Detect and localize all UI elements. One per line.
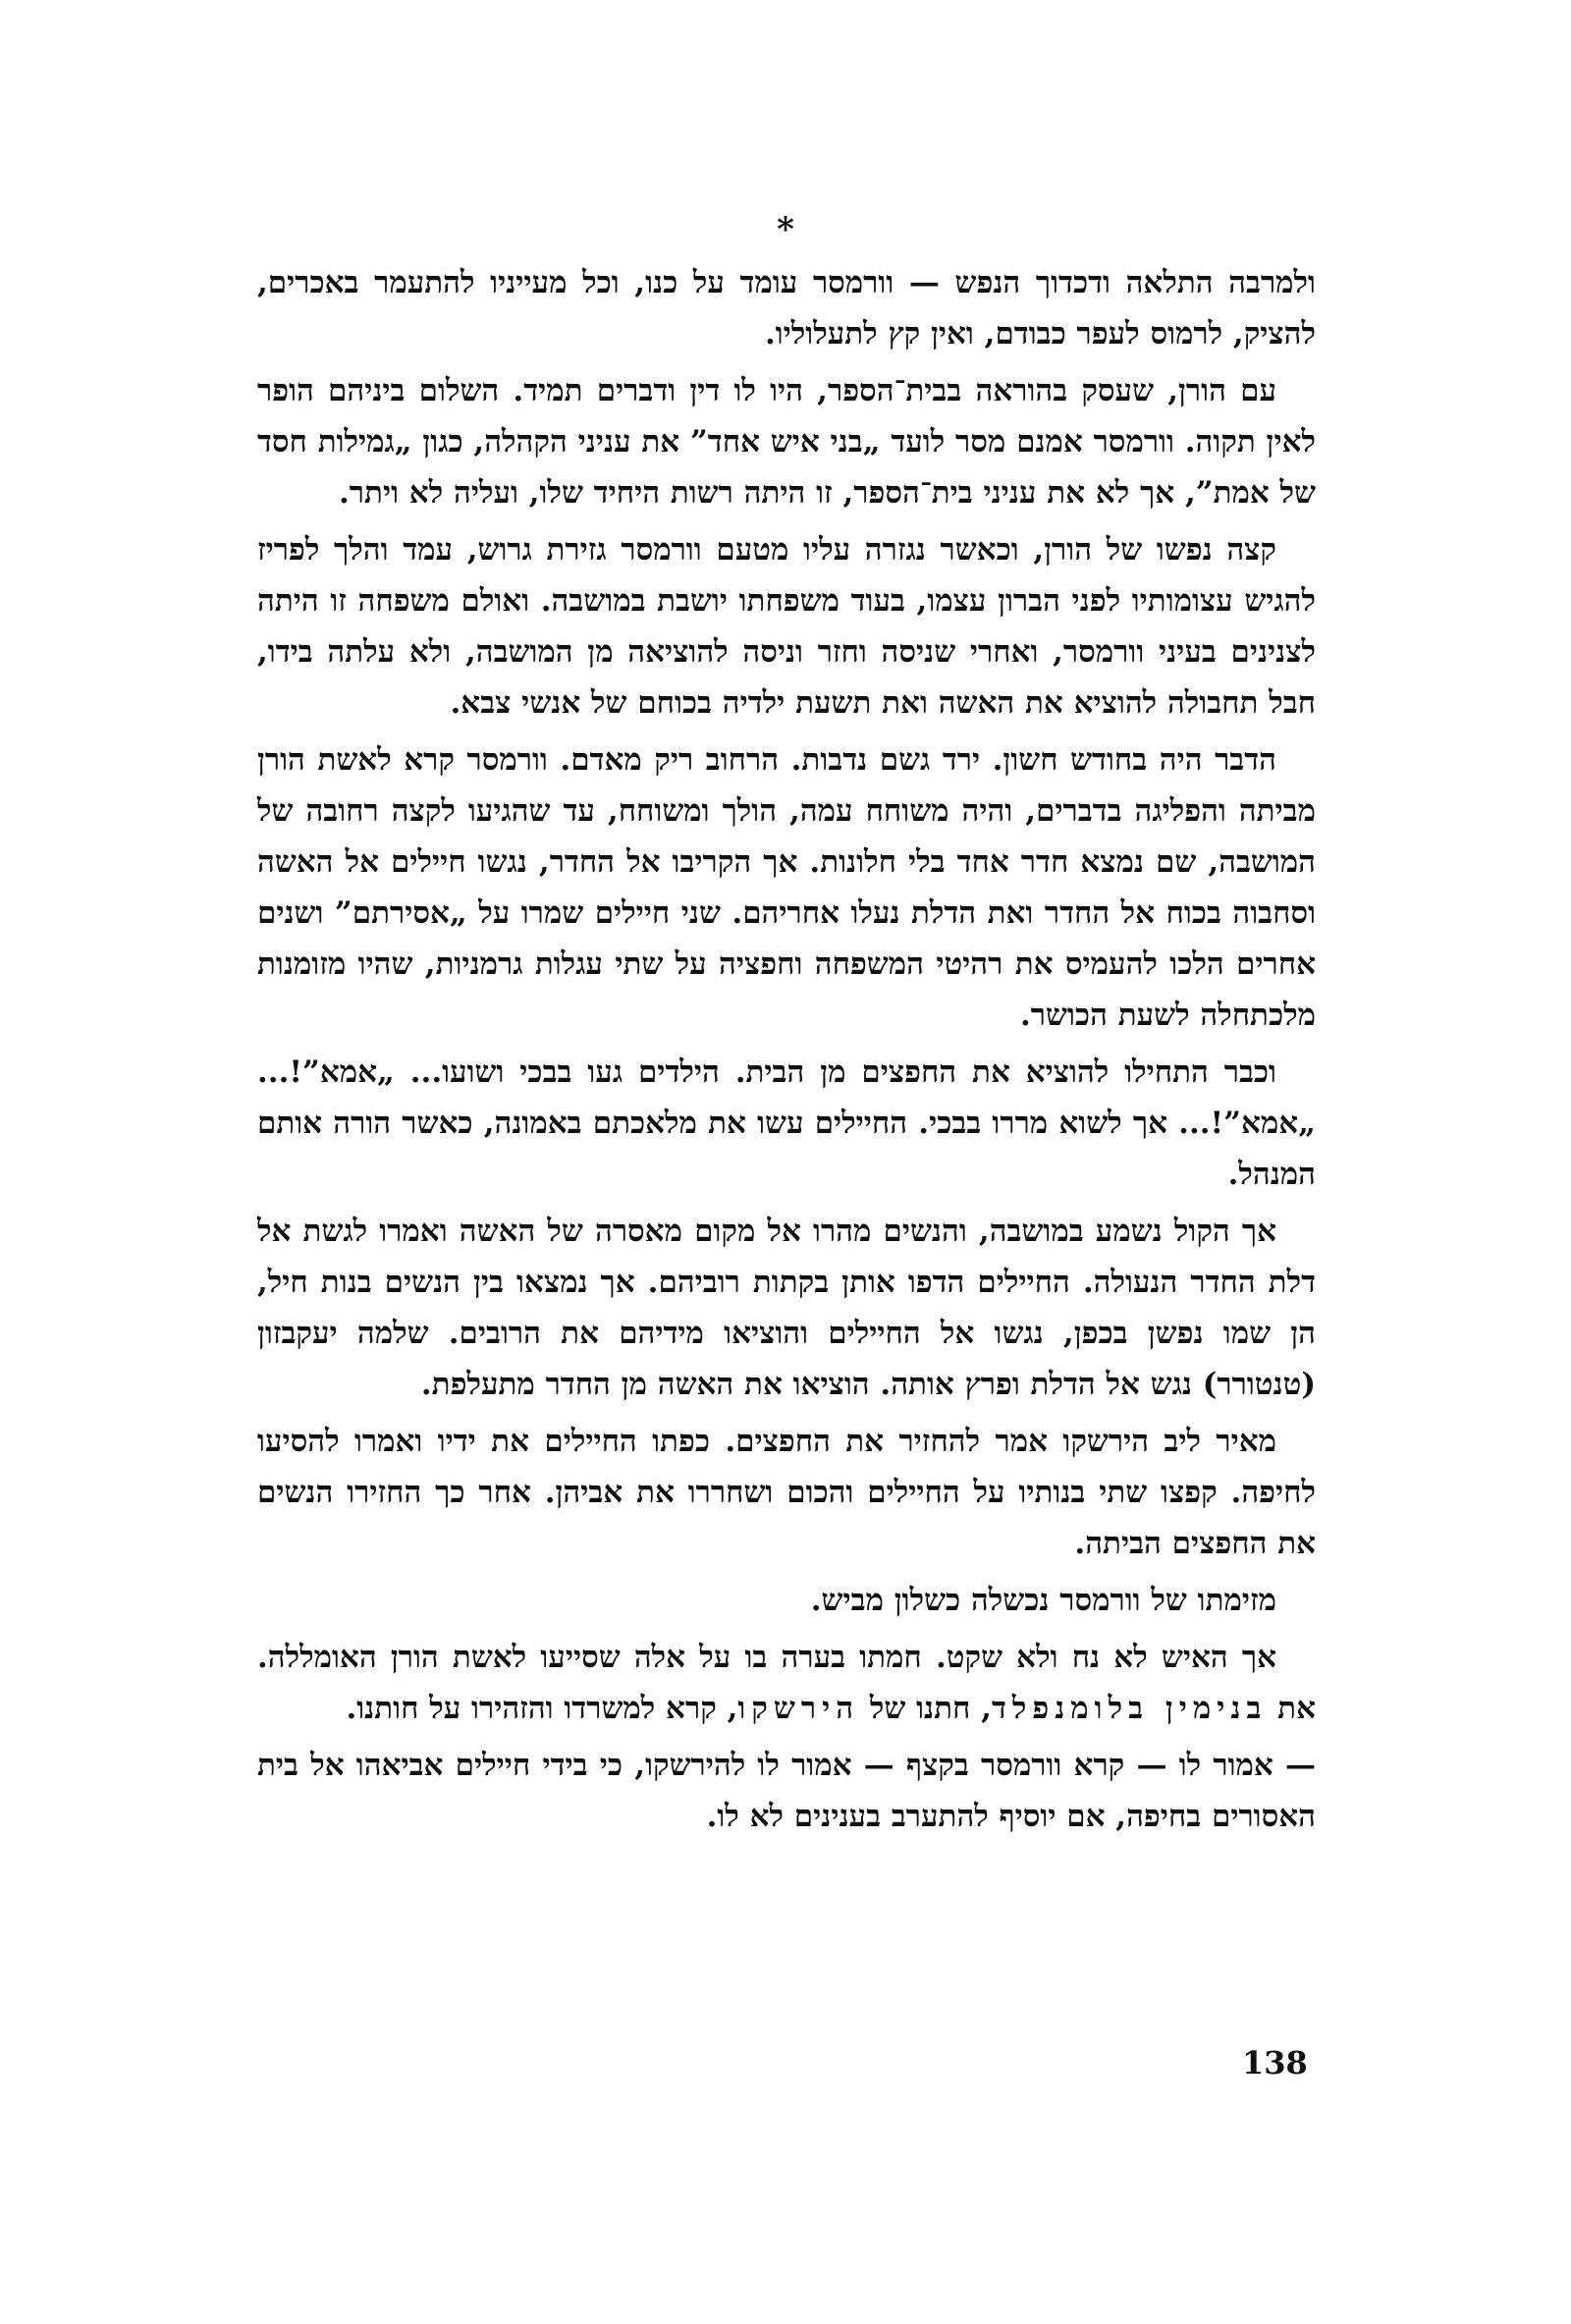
paragraph-10: — אמור לו — קרא וורמסר בקצף — אמור לו להירשקו, כי בידי חיילים אביאהו אל בית האסורים בחיפה, אם יוסיף להתערב בענינים לא לו. [257,1748,1316,1834]
body-text [257,257,1316,1848]
paragraph-9-before: אך האיש לא נח ולא שקט. חמתו בערה בו על אלה שסייעו לאשת הורן האומללה. את [257,1640,1316,1726]
paragraph-9-after: , קרא למשרדו והזהירו על חותנו. [346,1691,738,1726]
paragraph-2: עם הורן, שעסק בהוראה בבית־הספר, היו לו דין ודברים תמיד. השלום ביניהם הופר לאין תקוה. וורמסר אמנם מסר לועד „בני איש אחד” את עניני הקהלה, כגון „גמילות חסד של אמת”, אך לא את עניני בית־הספר, זו היתה רשות היחיד שלו, ועליה לא ויתר. [257,373,1316,511]
paragraph-9 [257,1632,1316,1734]
paragraph-3: קצה נפשו של הורן, וכאשר נגזרה עליו מטעם וורמסר גזירת גרוש, עמד והלך לפריז להגיש עצומותיו לפני הברון עצמו, בעוד משפחתו יושבת במושבה. ואולם משפחה זו היתה לצנינים בעיני וורמסר, ואחרי שניסה וחזר וניסה להוציאה מן המושבה, ולא עלתה בידו, חבל תחבולה להוציא את האשה ואת תשעת ילדיה בכוחם של אנשי צבא. [257,532,1316,721]
paragraph-6: אך הקול נשמע במושבה, והנשים מהרו אל מקום מאסרה של האשה ואמרו לגשת אל דלת החדר הנעולה. החיילים הדפו אותן בקתות רוביהם. אך נמצאו בין הנשים בנות חיל, הן שמו נפשן בכפן, נגשו אל החיילים והוציאו מידיהם את הרובים. שלמה יעקבזון (טנטורר) נגש אל הדלת ופרץ אותה. הוציאו את האשה מן החדר מתעלפת. [257,1214,1316,1402]
spaced-name-hirshko: הירשקו [737,1691,860,1726]
section-divider-asterisk: * [777,210,794,249]
page-number: 138 [1242,2044,1308,2081]
paragraph-8: מזימתו של וורמסר נכשלה כשלון מביש. [810,1583,1276,1618]
paragraph-9-middle: , חתנו של [859,1691,992,1726]
paragraph-4: הדבר היה בחודש חשון. ירד גשם נדבות. הרחוב ריק מאדם. וורמסר קרא לאשת הורן מביתה והפליגה בדברים, והיה משוחח עמה, הולך ומשוחח, עד שהגיעו לקצה רחובה של המושבה, שם נמצא חדר אחד בלי חלונות. אך הקריבו אל החדר, נגשו חיילים אל האשה וסחבוה בכוח אל החדר ואת הדלת נעלו אחריהם. שני חיילים שמרו על „אסירתם” ושנים אחרים הלכו להעמיס את רהיטי המשפחה וחפציה על שתי עגלות גרמניות, שהיו מזומנות מלכתחלה לשעת הכושר. [257,742,1316,1033]
paragraph-7: מאיר ליב הירשקו אמר להחזיר את החפצים. כפתו החיילים את ידיו ואמרו להסיעו לחיפה. קפצו שתי בנותיו על החיילים והכום ושחררו את אביהן. אחר כך החזירו הנשים את החפצים הביתה. [257,1424,1316,1561]
spaced-name-blumenfeld: בנימין בלומנפלד [991,1691,1268,1726]
paragraph-1: ולמרבה התלאה ודכדוך הנפש — וורמסר עומד על כנו, וכל מעייניו להתעמר באכרים, להציק, לרמוס לעפר כבודם, ואין קץ לתעלוליו. [257,265,1316,351]
paragraph-5: וכבר התחילו להוציא את החפצים מן הבית. הילדים געו בבכי ושועו... „אמא”!... „אמא”!... אך לשוא מררו בבכי. החיילים עשו את מלאכתם באמונה, כאשר הורה אותם המנהל. [257,1054,1316,1192]
